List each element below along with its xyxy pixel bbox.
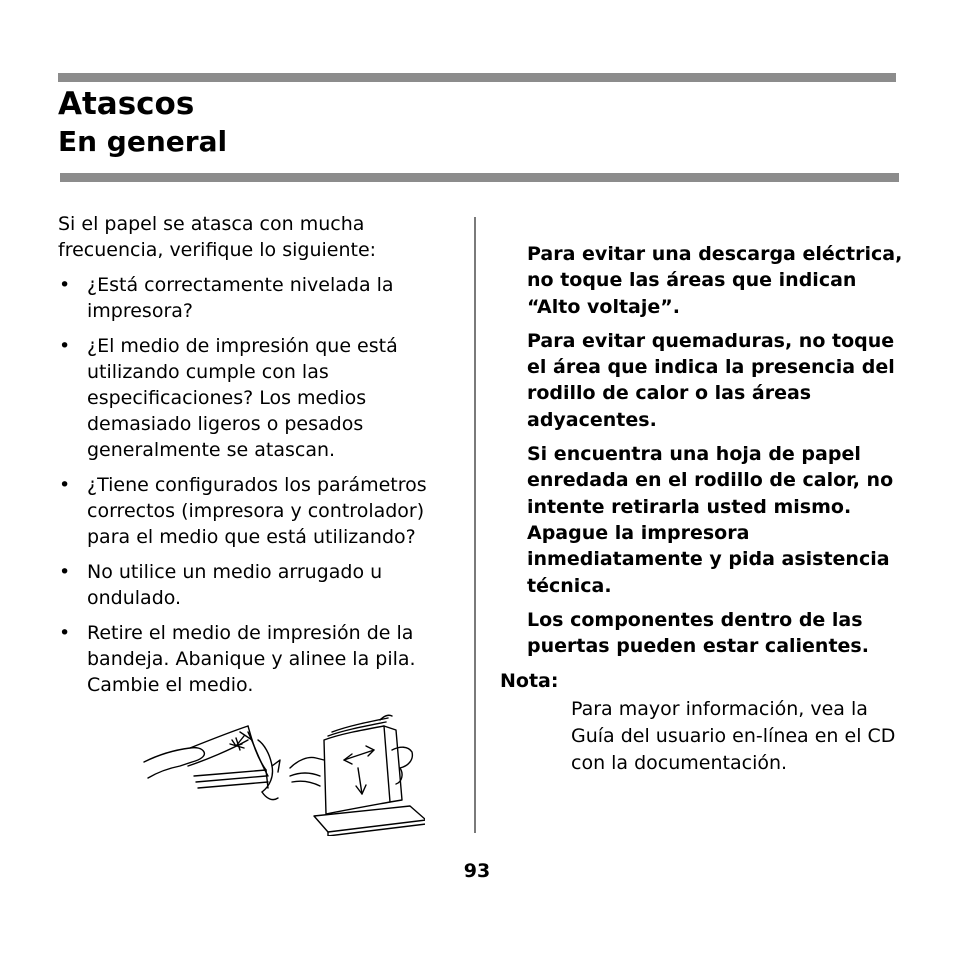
page-subtitle: En general — [58, 125, 228, 158]
column-divider — [474, 217, 476, 833]
bullet-icon: • — [59, 274, 71, 296]
aligning-paper-drawing — [290, 715, 425, 836]
list-item — [58, 620, 458, 698]
list-item-text: ¿El medio de impresión que está utilizando cumple con las especificaciones? Los medios demasiado ligeros o pesados generalmente se atascan. — [87, 335, 398, 461]
intro-text: Si el papel se atasca con mucha frecuencia, verifique lo siguiente: — [58, 213, 377, 261]
left-column — [58, 211, 458, 707]
list-item — [58, 333, 458, 463]
list-item-text: ¿Está correctamente nivelada la impresora? — [87, 274, 394, 322]
warning-text: Para evitar quemaduras, no toque el área que indica la presencia del rodillo de calor o las áreas adyacentes. — [527, 329, 895, 431]
warning-list — [527, 241, 907, 667]
header-top-rule — [58, 73, 896, 82]
page-number: 93 — [463, 860, 491, 882]
list-item-text: ¿Tiene configurados los parámetros correctos (impresora y controlador) para el medio que está utilizando? — [87, 474, 427, 548]
warning-text: Para evitar una descarga eléctrica, no toque las áreas que indican “Alto voltaje”. — [527, 243, 903, 318]
fanning-paper-drawing — [144, 726, 280, 800]
header-bottom-rule — [60, 173, 899, 182]
bullet-icon: • — [59, 561, 71, 583]
bullet-icon: • — [59, 474, 71, 496]
list-item — [58, 472, 458, 550]
note-label: Nota: — [500, 670, 559, 692]
bullet-icon: • — [59, 335, 71, 357]
list-item-text: Retire el medio de impresión de la bandeja. Abanique y alinee la pila. Cambie el medio. — [87, 622, 416, 696]
note-text: Para mayor información, vea la Guía del usuario en-línea en el CD con la documentación. — [571, 698, 896, 774]
list-item — [58, 559, 458, 611]
warning-text: Si encuentra una hoja de papel enredada en el rodillo de calor, no intente retirarla usted mismo. Apague la impresora inmediatamente y pida asistencia técnica. — [527, 443, 894, 597]
bullet-icon: • — [59, 622, 71, 644]
list-item — [58, 272, 458, 324]
checklist — [58, 272, 458, 698]
page-title: Atascos — [58, 86, 195, 122]
warning-text: Los componentes dentro de las puertas pueden estar calientes. — [527, 608, 869, 658]
fan-and-align-paper-stack-icon — [140, 710, 425, 836]
list-item-text: No utilice un medio arrugado u ondulado. — [87, 561, 383, 609]
